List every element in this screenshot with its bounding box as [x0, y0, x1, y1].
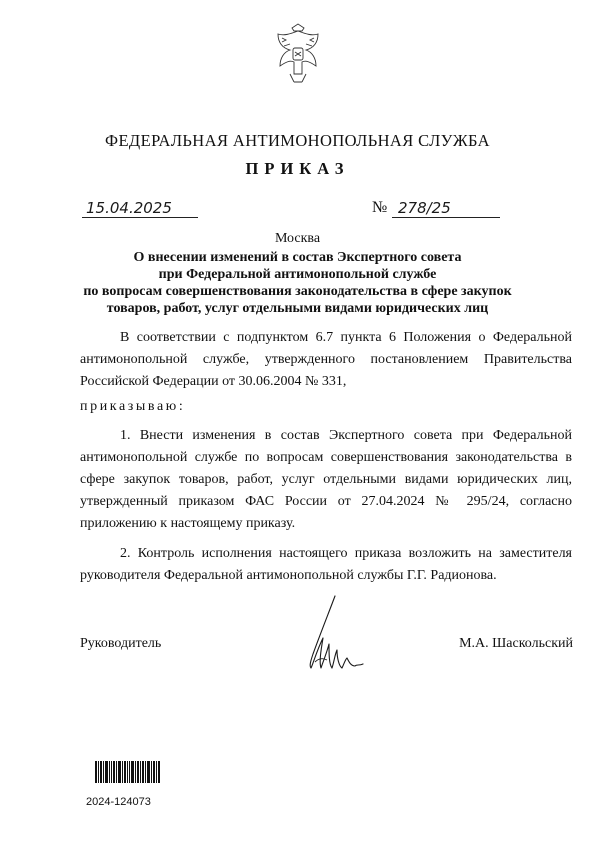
preamble-paragraph [80, 327, 572, 393]
order-word: приказываю: [80, 399, 186, 414]
order-date: 15.04.2025 [82, 199, 198, 218]
document-type: ПРИКАЗ [245, 159, 350, 178]
signature-icon [295, 592, 365, 678]
item-1-paragraph [80, 425, 572, 535]
title-line: товаров, работ, услуг отдельными видами юридических лиц [106, 301, 489, 316]
signatory-name: М.А. Шаскольский [459, 636, 573, 651]
title-line: при Федеральной антимонопольной службе [158, 267, 437, 282]
title-line: по вопросам совершенствования законодательства в сфере закупок [83, 284, 512, 299]
title-line: О внесении изменений в состав Экспертного совета [133, 250, 462, 265]
signatory-role: Руководитель [80, 636, 162, 651]
item-2-text: 2. Контроль исполнения настоящего приказа возложить на заместителя руководителя Федеральной антимонопольной службы Г.Г. Радионова. [80, 546, 572, 583]
item-1-text: 1. Внести изменения в состав Экспертного совета при Федеральной антимонопольной службе по вопросам совершенствования законодательства в сфере закупок товаров, работ, услуг отдельными видами юридических лиц, утвержденный приказом ФАС России от 27.04.2024 № 295/24, согласно приложению к настоящему приказу. [80, 428, 572, 531]
city: Москва [274, 231, 321, 246]
coat-of-arms-icon [272, 22, 324, 86]
order-title [60, 249, 535, 317]
agency-name: ФЕДЕРАЛЬНАЯ АНТИМОНОПОЛЬНАЯ СЛУЖБА [105, 131, 490, 150]
document-id: 2024-124073 [86, 796, 151, 808]
preamble-text: В соответствии с подпунктом 6.7 пункта 6 Положения о Федеральной антимонопольной службе, утвержденного постановлением Правительства Российской Федерации от 30.06.2004 № 331, [80, 330, 572, 389]
barcode-icon [95, 761, 161, 783]
item-2-paragraph [80, 543, 572, 587]
order-number: 278/25 [392, 199, 500, 218]
order-number-label: № [372, 199, 388, 216]
